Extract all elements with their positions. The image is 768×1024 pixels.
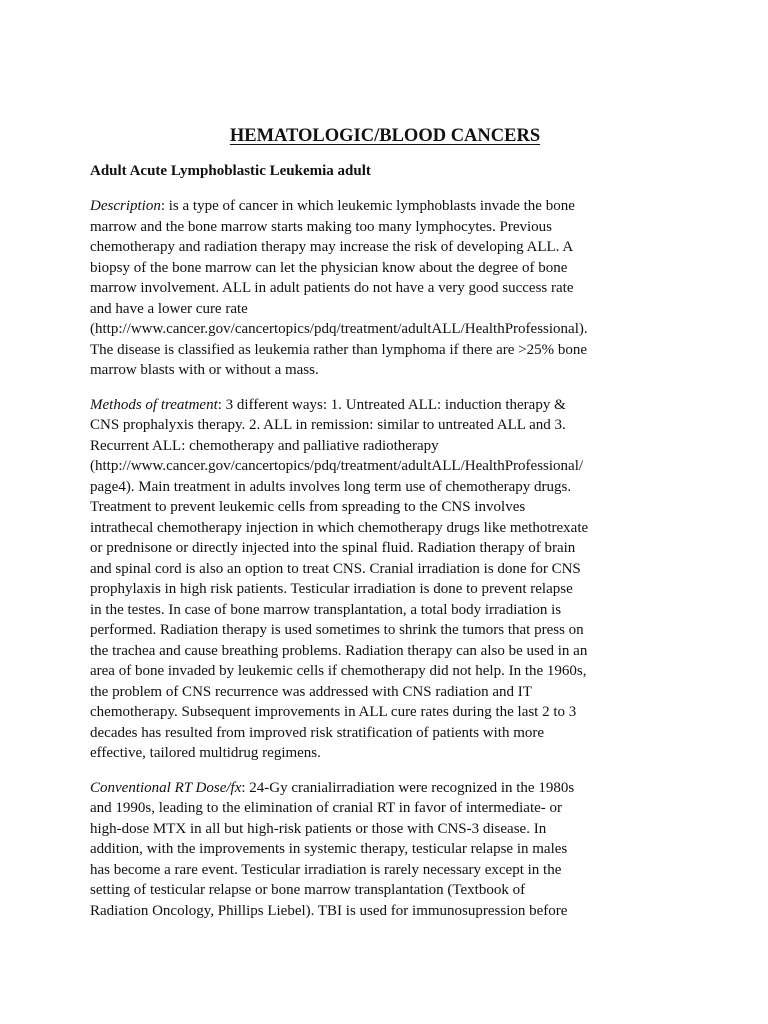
description-text: : is a type of cancer in which leukemic lymphoblasts invade the bone marrow and the bone marrow starts making too many lymphocytes. Previous chemotherapy and radiation therapy may increase the risk of developing ALL. A biopsy of the bone marrow can let the physician know about the degree of bone marrow involvement. ALL in adult patients do not have a very good success rate and have a lower cure rate (http://www.cancer.gov/cancertopics/pdq/treatment/adultALL/HealthProfessional). The disease is classified as leukemia rather than lymphoma if there are >25% bone marrow blasts with or without a mass. <box>90 198 588 378</box>
methods-of-treatment-lead: Methods of treatment <box>90 396 218 413</box>
page-title: HEMATOLOGIC/BLOOD CANCERS <box>229 126 541 146</box>
conventional-rt-dose-lead: Conventional RT Dose/fx <box>90 779 242 796</box>
description-lead: Description <box>90 198 161 214</box>
description-paragraph <box>90 196 680 381</box>
methods-of-treatment-paragraph <box>90 395 680 764</box>
document-page <box>90 122 680 921</box>
conventional-rt-dose-text: : 24-Gy cranialirradiation were recognized in the 1980s and 1990s, leading to the elimination of cranial RT in favor of intermediate- or high-dose MTX in all but high-risk patients or those with CNS-3 disease. In addition, with the improvements in systemic therapy, testicular relapse in males has become a rare event. Testicular irradiation is rarely necessary except in the setting of testicular relapse or bone marrow transplantation (Textbook of Radiation Oncology, Phillips Liebel). TBI is used for immunosupression before <box>90 779 575 919</box>
methods-of-treatment-text: : 3 different ways: 1. Untreated ALL: induction therapy & CNS prophalyxis therapy. 2. ALL in remission: similar to untreated ALL and 3. Recurrent ALL: chemotherapy and palliative radiotherapy (http://www.cancer.gov/cancertopics/pdq/treatment/adultALL/HealthProfessional/ page4). Main treatment in adults involves long term use of chemotherapy drugs. Treatment to prevent leukemic cells from spreading to the CNS involves intrathecal chemotherapy injection in which chemotherapy drugs like methotrexate or prednisone or directly injected into the spinal fluid. Radiation therapy of brain and spinal cord is also an option to treat CNS. Cranial irradiation is done for CNS prophylaxis in high risk patients. Testicular irradiation is done to prevent relapse in the testes. In case of bone marrow transplantation, a total body irradiation is performed. Radiation therapy is used sometimes to shrink the tumors that press on the trachea and cause breathing problems. Radiation therapy can also be used in an area of bone invaded by leukemic cells if chemotherapy did not help. In the 1960s, the problem of CNS recurrence was addressed with CNS radiation and IT chemotherapy. Subsequent improvements in ALL cure rates during the last 2 to 3 decades has resulted from improved risk stratification of patients with more effective, tailored multidrug regimens. <box>90 396 589 761</box>
conventional-rt-dose-paragraph <box>90 778 680 922</box>
section-heading: Adult Acute Lymphoblastic Leukemia adult <box>90 163 371 179</box>
